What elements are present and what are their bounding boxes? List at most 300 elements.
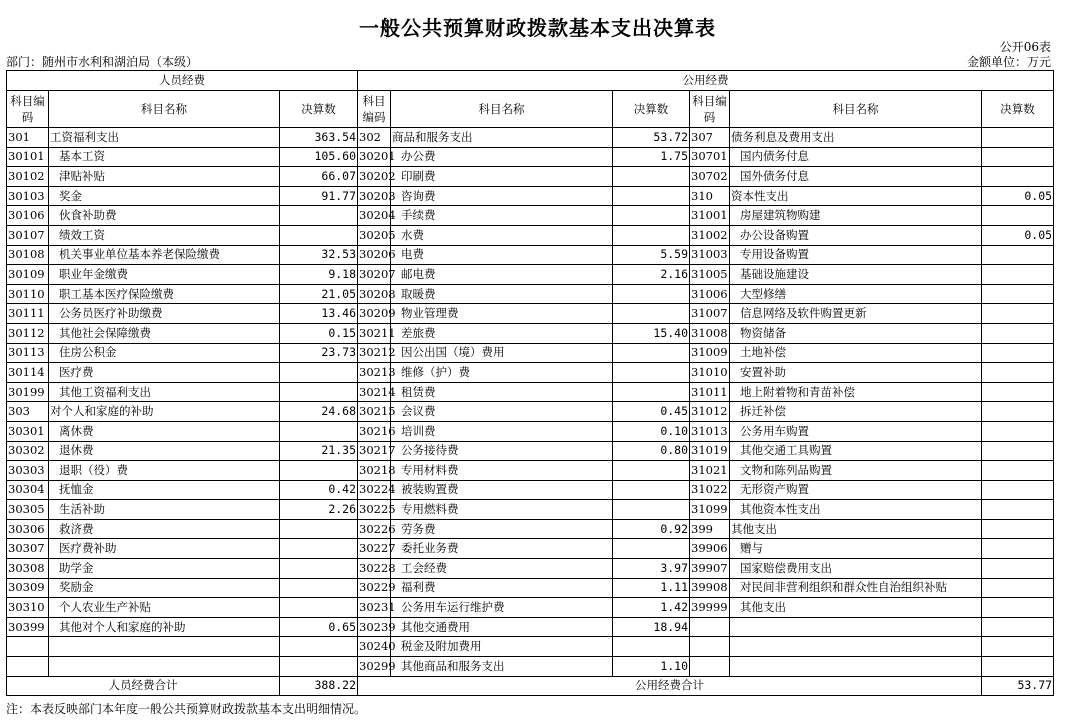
subject-amount: [982, 480, 1054, 500]
subject-amount: [613, 284, 690, 304]
subject-amount: 0.05: [982, 186, 1054, 206]
subject-name: 办公费: [391, 147, 613, 167]
subject-amount: [982, 657, 1054, 677]
subject-amount: [280, 206, 358, 226]
footnote: 注：本表反映部门本年度一般公共预算财政拨款基本支出明细情况。: [6, 702, 367, 716]
subject-code: 30240: [358, 637, 391, 657]
subject-amount: 0.15: [280, 323, 358, 343]
subject-code: 31011: [690, 382, 730, 402]
subject-name: 福利费: [391, 578, 613, 598]
subject-name: 安置补助: [730, 363, 982, 383]
subject-code: 31099: [690, 500, 730, 520]
subject-amount: 21.35: [280, 441, 358, 461]
subject-name: 其他对个人和家庭的补助: [49, 617, 280, 637]
subject-amount: 23.73: [280, 343, 358, 363]
subject-name: 委托业务费: [391, 539, 613, 559]
subject-name: 信息网络及软件购置更新: [730, 304, 982, 324]
subject-amount: [982, 402, 1054, 422]
header-amount-2: 决算数: [613, 91, 690, 128]
header-name-1: 科目名称: [49, 91, 280, 128]
subject-code: 30216: [358, 421, 391, 441]
subject-name: [49, 657, 280, 677]
table-row: [7, 598, 1054, 618]
subject-name: 其他工资福利支出: [49, 382, 280, 402]
subject-name: 离休费: [49, 421, 280, 441]
subject-code: 30302: [7, 441, 49, 461]
subject-code: 30101: [7, 147, 49, 167]
subject-code: 30309: [7, 578, 49, 598]
subject-code: 30301: [7, 421, 49, 441]
subject-amount: [613, 461, 690, 481]
header-code-3: 科目编码: [690, 91, 730, 128]
subject-name: 个人农业生产补贴: [49, 598, 280, 618]
subject-name: 电费: [391, 245, 613, 265]
header-amount-1: 决算数: [280, 91, 358, 128]
subject-name: [730, 657, 982, 677]
subject-name: 资本性支出: [730, 186, 982, 206]
subject-code: 301: [7, 128, 49, 148]
subject-amount: [613, 480, 690, 500]
subject-name: 国家赔偿费用支出: [730, 559, 982, 579]
subject-amount: [280, 421, 358, 441]
subject-name: 退休费: [49, 441, 280, 461]
subject-amount: 53.72: [613, 128, 690, 148]
subject-amount: [982, 167, 1054, 187]
subject-amount: [280, 461, 358, 481]
subject-code: 30209: [358, 304, 391, 324]
subject-name: 培训费: [391, 421, 613, 441]
subject-name: 专用设备购置: [730, 245, 982, 265]
subject-amount: [982, 343, 1054, 363]
table-row: [7, 578, 1054, 598]
subject-amount: [613, 206, 690, 226]
subject-amount: 9.18: [280, 265, 358, 285]
subject-amount: 0.05: [982, 225, 1054, 245]
subject-name: 房屋建筑物购建: [730, 206, 982, 226]
subject-name: 公务用车购置: [730, 421, 982, 441]
subject-code: 30206: [358, 245, 391, 265]
subject-code: 399: [690, 519, 730, 539]
subject-amount: 0.10: [613, 421, 690, 441]
subject-name: 退职（役）费: [49, 461, 280, 481]
subject-amount: [982, 245, 1054, 265]
subject-name: 咨询费: [391, 186, 613, 206]
subject-code: 30108: [7, 245, 49, 265]
subject-amount: 13.46: [280, 304, 358, 324]
subject-amount: [280, 637, 358, 657]
subject-name: 税金及附加费用: [391, 637, 613, 657]
subject-amount: [280, 363, 358, 383]
subject-amount: [982, 578, 1054, 598]
subject-amount: [982, 539, 1054, 559]
subject-amount: [982, 304, 1054, 324]
subject-code: 31007: [690, 304, 730, 324]
subject-code: 30229: [358, 578, 391, 598]
subject-code: 30208: [358, 284, 391, 304]
subject-name: 拆迁补偿: [730, 402, 982, 422]
header-amount-3: 决算数: [982, 91, 1054, 128]
subject-code: 30201: [358, 147, 391, 167]
subject-code: [7, 657, 49, 677]
table-row: [7, 304, 1054, 324]
table-row: [7, 323, 1054, 343]
subject-amount: 66.07: [280, 167, 358, 187]
subject-name: 国外债务付息: [730, 167, 982, 187]
table-row: [7, 500, 1054, 520]
subject-code: 31019: [690, 441, 730, 461]
subject-name: 工会经费: [391, 559, 613, 579]
subject-code: 30113: [7, 343, 49, 363]
subject-name: 会议费: [391, 402, 613, 422]
subject-amount: 18.94: [613, 617, 690, 637]
personnel-total-amount: 388.22: [280, 676, 358, 696]
subject-code: 30205: [358, 225, 391, 245]
subject-name: 奖金: [49, 186, 280, 206]
header-name-3: 科目名称: [730, 91, 982, 128]
subject-amount: 1.11: [613, 578, 690, 598]
public-total-amount: 53.77: [982, 676, 1054, 696]
subject-name: 助学金: [49, 559, 280, 579]
subject-name: 机关事业单位基本养老保险缴费: [49, 245, 280, 265]
subject-code: 30109: [7, 265, 49, 285]
subject-name: 土地补偿: [730, 343, 982, 363]
expenditure-table: [6, 70, 1054, 696]
subject-name: 手续费: [391, 206, 613, 226]
subject-code: 30225: [358, 500, 391, 520]
table-row: [7, 559, 1054, 579]
subject-amount: 1.75: [613, 147, 690, 167]
table-row: [7, 363, 1054, 383]
subject-name: 文物和陈列品购置: [730, 461, 982, 481]
table-row: [7, 284, 1054, 304]
personnel-total-label: 人员经费合计: [7, 676, 280, 696]
subject-amount: 32.53: [280, 245, 358, 265]
subject-code: 30199: [7, 382, 49, 402]
subject-name: 邮电费: [391, 265, 613, 285]
subject-amount: [613, 500, 690, 520]
column-header-row: [7, 91, 1054, 128]
subject-code: 31012: [690, 402, 730, 422]
subject-amount: [613, 167, 690, 187]
table-row: [7, 186, 1054, 206]
subject-amount: [613, 363, 690, 383]
table-row: [7, 225, 1054, 245]
subject-amount: 0.42: [280, 480, 358, 500]
subject-amount: [280, 598, 358, 618]
subject-code: 30399: [7, 617, 49, 637]
subject-amount: 363.54: [280, 128, 358, 148]
table-row: [7, 441, 1054, 461]
subject-name: 差旅费: [391, 323, 613, 343]
subject-amount: [982, 637, 1054, 657]
subject-name: 公务员医疗补助缴费: [49, 304, 280, 324]
subject-amount: [613, 382, 690, 402]
subject-code: 39907: [690, 559, 730, 579]
table-row: [7, 480, 1054, 500]
subject-code: 307: [690, 128, 730, 148]
subject-code: 30102: [7, 167, 49, 187]
table-row: [7, 245, 1054, 265]
subject-name: 赠与: [730, 539, 982, 559]
subject-code: 31005: [690, 265, 730, 285]
subject-amount: 2.26: [280, 500, 358, 520]
report-title: 一般公共预算财政拨款基本支出决算表: [359, 16, 716, 40]
subject-code: 302: [358, 128, 391, 148]
subject-amount: 0.92: [613, 519, 690, 539]
totals-row: [7, 676, 1054, 696]
subject-code: 30114: [7, 363, 49, 383]
subject-amount: [613, 304, 690, 324]
subject-code: 30305: [7, 500, 49, 520]
section-public: 公用经费: [358, 71, 1054, 91]
subject-code: 310: [690, 186, 730, 206]
subject-name: 基础设施建设: [730, 265, 982, 285]
subject-amount: [982, 382, 1054, 402]
subject-amount: [982, 441, 1054, 461]
subject-code: 30310: [7, 598, 49, 618]
subject-code: 30107: [7, 225, 49, 245]
subject-amount: [280, 382, 358, 402]
subject-name: 其他支出: [730, 519, 982, 539]
subject-name: 基本工资: [49, 147, 280, 167]
subject-amount: [280, 578, 358, 598]
subject-amount: [982, 598, 1054, 618]
subject-amount: 21.05: [280, 284, 358, 304]
subject-code: 30702: [690, 167, 730, 187]
subject-name: 对个人和家庭的补助: [49, 402, 280, 422]
subject-name: 医疗费: [49, 363, 280, 383]
subject-name: 公务用车运行维护费: [391, 598, 613, 618]
subject-name: 公务接待费: [391, 441, 613, 461]
subject-name: 救济费: [49, 519, 280, 539]
subject-code: 30213: [358, 363, 391, 383]
form-number: 公开06表: [999, 40, 1051, 54]
subject-amount: [280, 519, 358, 539]
subject-name: 职业年金缴费: [49, 265, 280, 285]
subject-amount: 24.68: [280, 402, 358, 422]
subject-code: 39906: [690, 539, 730, 559]
subject-amount: [613, 539, 690, 559]
table-row: [7, 343, 1054, 363]
subject-amount: 1.10: [613, 657, 690, 677]
subject-name: 医疗费补助: [49, 539, 280, 559]
subject-amount: 5.59: [613, 245, 690, 265]
subject-code: 30203: [358, 186, 391, 206]
table-row: [7, 128, 1054, 148]
subject-code: 30217: [358, 441, 391, 461]
subject-code: 30303: [7, 461, 49, 481]
subject-code: 31003: [690, 245, 730, 265]
subject-code: 30306: [7, 519, 49, 539]
subject-name: 奖励金: [49, 578, 280, 598]
subject-name: 其他社会保障缴费: [49, 323, 280, 343]
subject-name: 其他交通工具购置: [730, 441, 982, 461]
subject-code: 30112: [7, 323, 49, 343]
subject-name: 生活补助: [49, 500, 280, 520]
subject-amount: [982, 559, 1054, 579]
subject-code: 30224: [358, 480, 391, 500]
subject-amount: 2.16: [613, 265, 690, 285]
subject-code: 31001: [690, 206, 730, 226]
subject-name: 劳务费: [391, 519, 613, 539]
subject-code: 30215: [358, 402, 391, 422]
table-row: [7, 421, 1054, 441]
subject-name: 其他支出: [730, 598, 982, 618]
table-row: [7, 147, 1054, 167]
subject-code: 30299: [358, 657, 391, 677]
subject-code: [690, 617, 730, 637]
subject-amount: 0.80: [613, 441, 690, 461]
subject-name: 专用燃料费: [391, 500, 613, 520]
section-personnel: 人员经费: [7, 71, 358, 91]
subject-amount: 0.65: [280, 617, 358, 637]
table-row: [7, 657, 1054, 677]
subject-code: 30226: [358, 519, 391, 539]
subject-code: 30111: [7, 304, 49, 324]
subject-amount: [613, 637, 690, 657]
subject-name: 津贴补贴: [49, 167, 280, 187]
table-row: [7, 402, 1054, 422]
subject-amount: [982, 500, 1054, 520]
subject-amount: [982, 265, 1054, 285]
subject-amount: [613, 225, 690, 245]
subject-amount: [280, 559, 358, 579]
subject-name: 因公出国（境）费用: [391, 343, 613, 363]
subject-code: 30204: [358, 206, 391, 226]
subject-code: 39999: [690, 598, 730, 618]
subject-amount: 105.60: [280, 147, 358, 167]
subject-name: 伙食补助费: [49, 206, 280, 226]
subject-amount: [613, 186, 690, 206]
subject-code: 30214: [358, 382, 391, 402]
subject-name: 水费: [391, 225, 613, 245]
subject-name: 专用材料费: [391, 461, 613, 481]
subject-code: 31008: [690, 323, 730, 343]
subject-name: 印刷费: [391, 167, 613, 187]
table-row: [7, 206, 1054, 226]
subject-amount: [982, 421, 1054, 441]
header-code-1: 科目编码: [7, 91, 49, 128]
section-header-row: [7, 71, 1054, 91]
subject-name: 被装购置费: [391, 480, 613, 500]
subject-name: 抚恤金: [49, 480, 280, 500]
subject-name: [730, 617, 982, 637]
subject-amount: [982, 128, 1054, 148]
subject-name: 办公设备购置: [730, 225, 982, 245]
subject-amount: [982, 519, 1054, 539]
subject-amount: [280, 657, 358, 677]
subject-code: [7, 637, 49, 657]
subject-amount: 91.77: [280, 186, 358, 206]
table-row: [7, 382, 1054, 402]
subject-name: 商品和服务支出: [391, 128, 613, 148]
subject-amount: [982, 206, 1054, 226]
subject-name: [730, 637, 982, 657]
subject-code: 31021: [690, 461, 730, 481]
table-row: [7, 461, 1054, 481]
subject-name: 其他交通费用: [391, 617, 613, 637]
subject-name: 租赁费: [391, 382, 613, 402]
subject-name: 对民间非营利组织和群众性自治组织补贴: [730, 578, 982, 598]
subject-code: 31002: [690, 225, 730, 245]
subject-name: 无形资产购置: [730, 480, 982, 500]
subject-name: 国内债务付息: [730, 147, 982, 167]
subject-code: 31006: [690, 284, 730, 304]
subject-code: 30304: [7, 480, 49, 500]
subject-code: 30106: [7, 206, 49, 226]
subject-name: 地上附着物和青苗补偿: [730, 382, 982, 402]
subject-code: 30110: [7, 284, 49, 304]
subject-amount: [280, 539, 358, 559]
subject-code: 30307: [7, 539, 49, 559]
subject-code: 30239: [358, 617, 391, 637]
subject-amount: 15.40: [613, 323, 690, 343]
subject-code: 30227: [358, 539, 391, 559]
subject-name: 维修（护）费: [391, 363, 613, 383]
subject-amount: [280, 225, 358, 245]
subject-code: 30211: [358, 323, 391, 343]
subject-code: 30103: [7, 186, 49, 206]
table-row: [7, 539, 1054, 559]
subject-name: [49, 637, 280, 657]
subject-code: 31010: [690, 363, 730, 383]
subject-code: 30308: [7, 559, 49, 579]
subject-name: 物资储备: [730, 323, 982, 343]
subject-code: 30202: [358, 167, 391, 187]
table-row: [7, 617, 1054, 637]
subject-code: 303: [7, 402, 49, 422]
subject-amount: [982, 617, 1054, 637]
subject-amount: [982, 363, 1054, 383]
subject-amount: [982, 323, 1054, 343]
subject-code: 31013: [690, 421, 730, 441]
subject-name: 住房公积金: [49, 343, 280, 363]
subject-amount: [982, 284, 1054, 304]
subject-code: [690, 637, 730, 657]
subject-code: 39908: [690, 578, 730, 598]
subject-name: 物业管理费: [391, 304, 613, 324]
subject-name: 债务利息及费用支出: [730, 128, 982, 148]
subject-name: 其他资本性支出: [730, 500, 982, 520]
subject-amount: 0.45: [613, 402, 690, 422]
public-total-label: 公用经费合计: [358, 676, 982, 696]
subject-code: 30231: [358, 598, 391, 618]
subject-code: 30212: [358, 343, 391, 363]
table-row: [7, 265, 1054, 285]
subject-amount: 1.42: [613, 598, 690, 618]
department-label: 部门：随州市水利和湖泊局（本级）: [6, 55, 199, 69]
subject-amount: [982, 461, 1054, 481]
subject-code: [690, 657, 730, 677]
unit-label: 金额单位：万元: [966, 55, 1051, 69]
table-row: [7, 167, 1054, 187]
header-code-2: 科目编码: [358, 91, 391, 128]
subject-name: 绩效工资: [49, 225, 280, 245]
subject-code: 30701: [690, 147, 730, 167]
subject-amount: 3.97: [613, 559, 690, 579]
subject-name: 其他商品和服务支出: [391, 657, 613, 677]
subject-code: 30207: [358, 265, 391, 285]
subject-name: 工资福利支出: [49, 128, 280, 148]
table-row: [7, 637, 1054, 657]
subject-amount: [613, 343, 690, 363]
subject-name: 职工基本医疗保险缴费: [49, 284, 280, 304]
subject-code: 30218: [358, 461, 391, 481]
subject-amount: [982, 147, 1054, 167]
table-row: [7, 519, 1054, 539]
subject-code: 30228: [358, 559, 391, 579]
subject-name: 大型修缮: [730, 284, 982, 304]
